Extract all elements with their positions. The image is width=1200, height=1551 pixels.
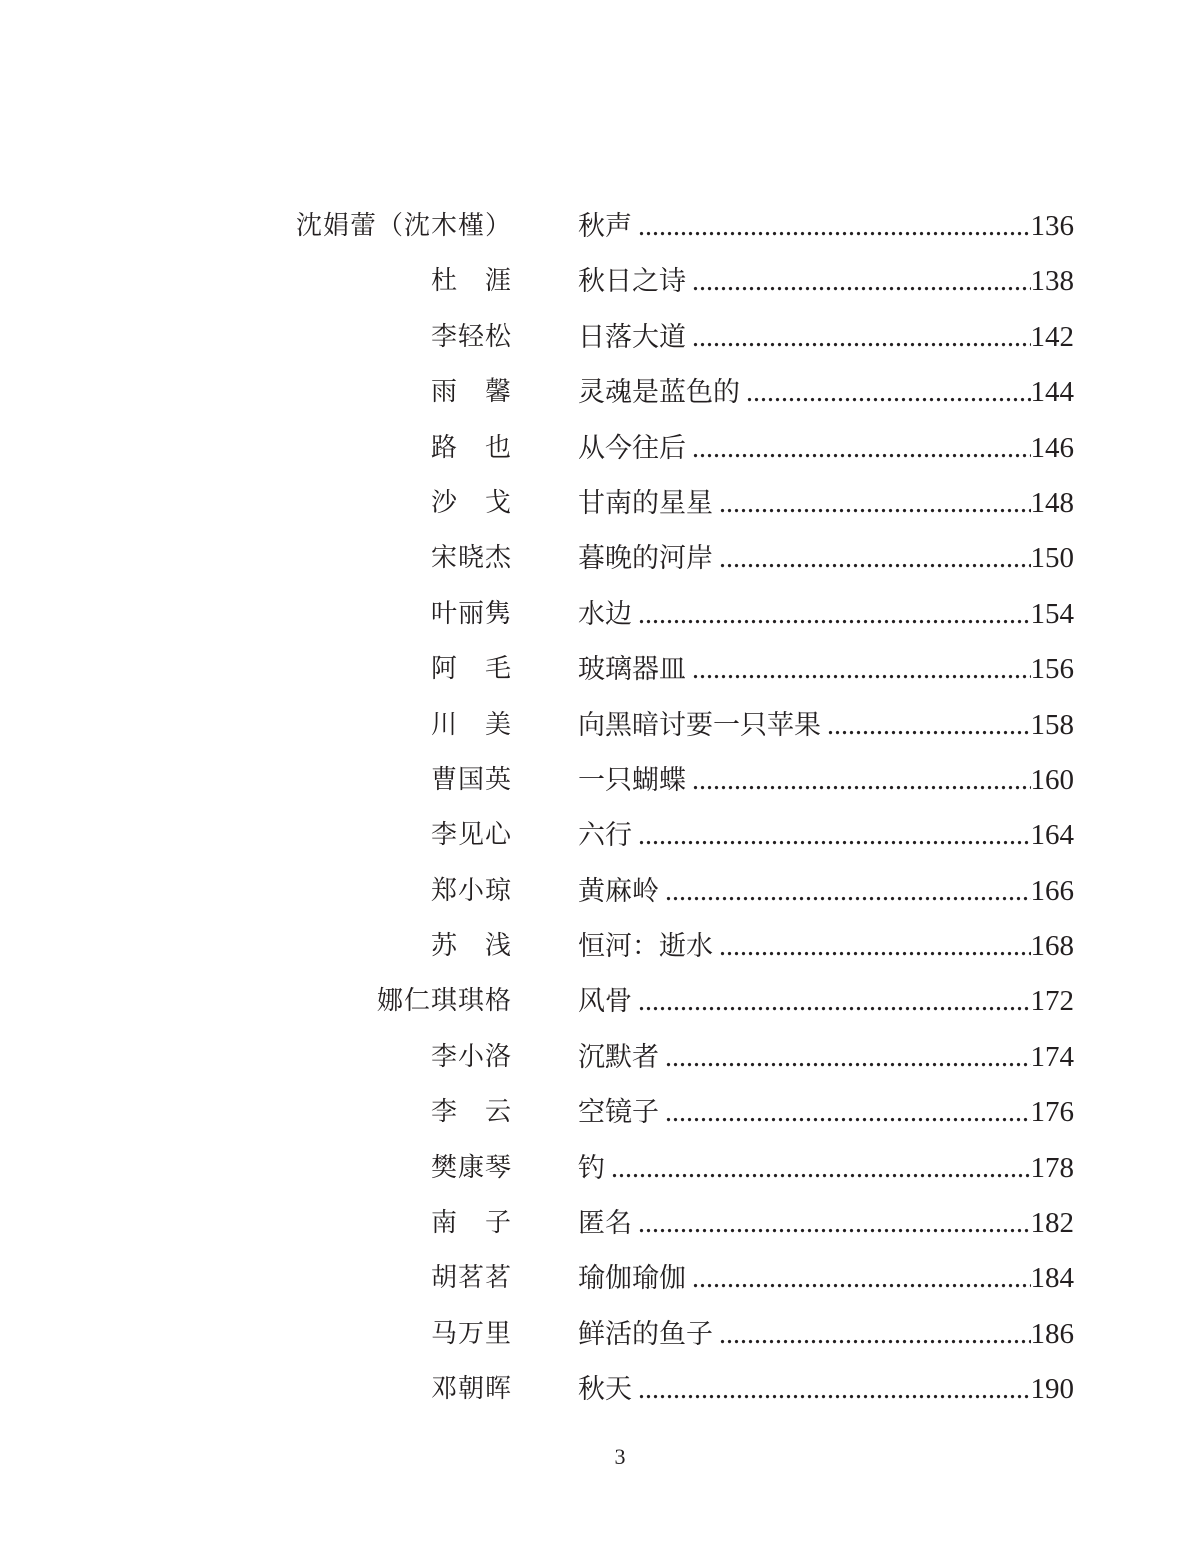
toc-page-number: 166	[1030, 874, 1074, 907]
toc-author: 苏 浅	[430, 931, 512, 962]
toc-page-number: 178	[1030, 1151, 1074, 1184]
toc-entry-line	[578, 1369, 1074, 1409]
toc-page-number: 146	[1030, 431, 1074, 464]
dot-leader	[638, 595, 1031, 635]
toc-entry-line	[578, 1037, 1074, 1077]
dot-leader	[719, 539, 1031, 579]
toc-author: 路 也	[430, 432, 512, 463]
toc-page-number: 156	[1030, 653, 1074, 686]
toc-author: 南 子	[430, 1208, 512, 1239]
toc-page-number: 164	[1030, 819, 1074, 852]
toc-author: 樊康琴	[430, 1152, 512, 1183]
toc-title: 风骨	[578, 986, 632, 1018]
dot-leader	[692, 761, 1031, 801]
toc-author: 宋晓杰	[430, 543, 512, 574]
toc-title: 钓	[578, 1152, 605, 1184]
dot-leader	[665, 1038, 1031, 1078]
toc-title: 向黑暗讨要一只苹果	[578, 709, 821, 741]
dot-leader	[746, 373, 1031, 413]
toc-page-number: 190	[1030, 1373, 1074, 1406]
toc-page-number: 186	[1030, 1317, 1074, 1350]
toc-entry	[0, 807, 1200, 862]
toc-title: 空镜子	[578, 1097, 659, 1129]
toc-entry-line	[578, 815, 1074, 855]
toc-page-number: 142	[1030, 320, 1074, 353]
dot-leader	[665, 872, 1031, 912]
toc-entry	[0, 973, 1200, 1028]
table-of-contents	[0, 198, 1200, 1417]
toc-entry	[0, 420, 1200, 475]
toc-page-number: 144	[1030, 376, 1074, 409]
toc-entry	[0, 309, 1200, 364]
toc-page-number: 154	[1030, 597, 1074, 630]
toc-title: 暮晚的河岸	[578, 543, 713, 575]
toc-entry	[0, 530, 1200, 585]
toc-entry-line	[578, 871, 1074, 911]
dot-leader	[692, 318, 1031, 358]
toc-author: 娜仁琪琪格	[376, 986, 512, 1017]
toc-entry-line	[578, 926, 1074, 966]
toc-entry	[0, 752, 1200, 807]
toc-author: 胡茗茗	[430, 1263, 512, 1294]
toc-page-number: 150	[1030, 542, 1074, 575]
toc-page-number: 168	[1030, 930, 1074, 963]
toc-page-number: 158	[1030, 708, 1074, 741]
toc-entry-line	[578, 981, 1074, 1021]
toc-page-number: 138	[1030, 265, 1074, 298]
toc-page-number: 160	[1030, 763, 1074, 796]
toc-title: 水边	[578, 598, 632, 630]
toc-page-number: 184	[1030, 1262, 1074, 1295]
toc-title: 秋声	[578, 211, 632, 242]
toc-entry	[0, 863, 1200, 918]
toc-entry	[0, 364, 1200, 419]
toc-page-number: 172	[1030, 985, 1074, 1018]
toc-entry-line	[578, 261, 1074, 301]
dot-leader	[638, 1204, 1031, 1244]
toc-entry	[0, 1029, 1200, 1084]
toc-entry	[0, 1361, 1200, 1416]
toc-author: 沙 戈	[430, 487, 512, 518]
dot-leader	[719, 927, 1031, 967]
toc-author: 李小洛	[430, 1041, 512, 1072]
toc-author: 雨 馨	[430, 377, 512, 408]
toc-author: 沈娟蕾（沈木槿）	[295, 211, 512, 241]
toc-author: 李 云	[430, 1097, 512, 1128]
toc-entry-line	[578, 705, 1074, 745]
toc-title: 秋天	[578, 1374, 632, 1406]
toc-entry	[0, 918, 1200, 973]
toc-title: 灵魂是蓝色的	[578, 377, 740, 409]
dot-leader	[692, 262, 1031, 302]
toc-author: 郑小琼	[430, 875, 512, 906]
toc-entry-line	[578, 372, 1074, 412]
toc-author: 曹国英	[430, 764, 512, 795]
toc-entry	[0, 1195, 1200, 1250]
dot-leader	[719, 484, 1031, 524]
toc-entry-line	[578, 1092, 1074, 1132]
toc-entry-line	[578, 1314, 1074, 1354]
toc-entry	[0, 641, 1200, 696]
dot-leader	[638, 1370, 1031, 1410]
toc-page-number: 136	[1030, 210, 1074, 242]
toc-title: 六行	[578, 820, 632, 852]
toc-entry-line	[578, 538, 1074, 578]
toc-entry-line	[578, 649, 1074, 689]
toc-entry	[0, 1250, 1200, 1305]
toc-author: 李轻松	[430, 321, 512, 352]
toc-page-number: 174	[1030, 1040, 1074, 1073]
toc-entry	[0, 1306, 1200, 1361]
toc-entry	[0, 198, 1200, 253]
toc-entry-line	[578, 594, 1074, 634]
toc-title: 一只蝴蝶	[578, 764, 686, 796]
toc-author: 邓朝晖	[430, 1374, 512, 1405]
toc-author: 杜 涯	[430, 266, 512, 297]
dot-leader	[827, 706, 1031, 746]
dot-leader	[665, 1093, 1031, 1133]
dot-leader	[638, 816, 1031, 856]
page-number-footer: 3	[614, 1444, 626, 1469]
toc-entry-line	[578, 483, 1074, 523]
toc-title: 黄麻岭	[578, 875, 659, 907]
toc-title: 鲜活的鱼子	[578, 1318, 713, 1350]
toc-title: 匿名	[578, 1208, 632, 1240]
dot-leader	[638, 982, 1031, 1022]
toc-entry-line	[578, 428, 1074, 468]
toc-entry	[0, 697, 1200, 752]
toc-author: 川 美	[430, 709, 512, 740]
toc-page-number: 176	[1030, 1096, 1074, 1129]
toc-title: 秋日之诗	[578, 266, 686, 298]
toc-title: 日落大道	[578, 321, 686, 353]
toc-entry-line	[578, 1258, 1074, 1298]
toc-title: 甘南的星星	[578, 487, 713, 519]
dot-leader	[692, 429, 1031, 469]
toc-entry	[0, 586, 1200, 641]
toc-entry-line	[578, 760, 1074, 800]
toc-entry	[0, 253, 1200, 308]
toc-entry-line	[578, 1203, 1074, 1243]
toc-author: 李见心	[430, 820, 512, 851]
toc-title: 瑜伽瑜伽	[578, 1263, 686, 1295]
toc-entry	[0, 475, 1200, 530]
toc-title: 从今往后	[578, 432, 686, 464]
dot-leader	[692, 1259, 1031, 1299]
dot-leader	[611, 1149, 1031, 1189]
dot-leader	[719, 1315, 1031, 1355]
toc-page-number: 148	[1030, 486, 1074, 519]
toc-page-number: 182	[1030, 1207, 1074, 1240]
toc-title: 恒河：逝水	[578, 931, 713, 963]
toc-entry-line	[578, 206, 1074, 246]
toc-author: 马万里	[430, 1318, 512, 1349]
toc-author: 阿 毛	[430, 654, 512, 685]
dot-leader	[638, 207, 1031, 247]
toc-entry-line	[578, 1148, 1074, 1188]
toc-entry-line	[578, 317, 1074, 357]
toc-title: 沉默者	[578, 1041, 659, 1073]
toc-title: 玻璃器皿	[578, 654, 686, 686]
toc-entry	[0, 1140, 1200, 1195]
dot-leader	[692, 650, 1031, 690]
toc-author: 叶丽隽	[430, 598, 512, 629]
toc-entry	[0, 1084, 1200, 1139]
